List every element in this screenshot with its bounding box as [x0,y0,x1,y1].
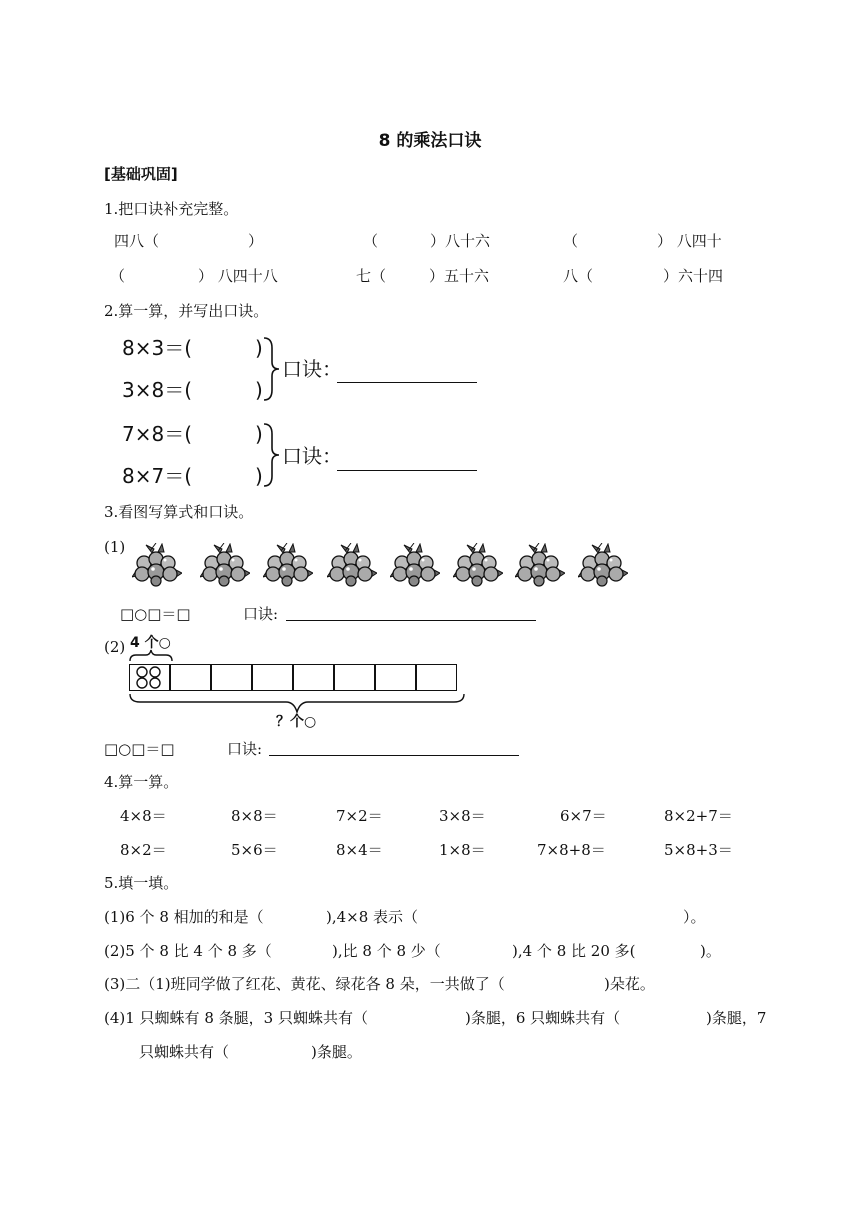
q2-eq1-close: ) [255,336,263,360]
berry-icon [515,543,565,587]
q2-eq4: 8×7＝( [122,464,193,488]
strip-cell [375,664,416,691]
berry-icon [200,543,250,587]
q5-l5-b: )条腿。 [311,1043,362,1061]
q2-eq3: 7×8＝( [122,422,193,446]
q5-l1-a: (1)6 个 8 相加的和是（ [104,908,264,926]
q5-l2-a: (2)5 个 8 比 4 个 8 多（ [104,942,272,960]
q3-p1-label: (1) [104,538,126,556]
section-heading: [基础巩固] [104,165,178,183]
q3-p2-koujue: 口诀: [227,740,263,758]
q1-r1-e: （ [563,232,579,250]
q1-r2-e: 八（ [563,267,594,285]
q4-heading: 4.算一算。 [104,773,179,791]
q4-r1-3: 7×2＝ [336,807,383,825]
q4-r2-6: 5×8+3＝ [664,841,733,859]
q1-r2-d: ）五十六 [429,267,490,285]
berry-icon [578,543,628,587]
q3-p2-top-brace [128,649,174,663]
q1-r2-c: 七（ [356,267,387,285]
q3-p2-bottom-label: ？个○ [276,714,317,730]
q3-p2-top-label: 4 个○ [130,635,171,651]
strip-cell [293,664,334,691]
q4-r1-1: 4×8＝ [120,807,167,825]
q3-p2-bottom-brace [128,692,468,714]
strip-cell [170,664,211,691]
q4-r1-2: 8×8＝ [231,807,278,825]
q5-l3-a: (3)二（1)班同学做了红花、黄花、绿花各 8 朵，一共做了（ [104,975,505,993]
strip-cell [252,664,293,691]
q1-r2-f: ）六十四 [663,267,724,285]
q4-r2-5: 7×8+8＝ [537,841,606,859]
q2-koujue-2-blank[interactable] [337,469,477,471]
q3-heading: 3.看图写算式和口诀。 [104,503,254,521]
q2-brace-2 [262,422,282,488]
q5-l5-a: 只蜘蛛共有（ [139,1043,230,1061]
q2-eq3-close: ) [255,422,263,446]
strip-cell [416,664,457,691]
q3-p1-koujue: 口诀: [243,605,279,623]
berry-icon [132,543,182,587]
q1-r1-a: 四八（ [114,232,160,250]
q3-p2-label: (2) [104,638,126,656]
strip-cell-filled [129,664,170,691]
q5-l2-c: ),4 个 8 比 20 多( [512,942,636,960]
q1-r1-c: （ [363,232,379,250]
berry-icon [390,543,440,587]
q2-koujue-2: 口诀： [282,444,342,468]
q4-r2-3: 8×4＝ [336,841,383,859]
q4-r1-5: 6×7＝ [560,807,607,825]
q1-r2-b: ） 八四十八 [198,267,278,285]
q2-eq2-close: ) [255,378,263,402]
q5-l2-d: )。 [700,942,721,960]
q4-r1-4: 3×8＝ [439,807,486,825]
page-title: 8 的乘法口诀 [378,131,482,151]
strip-cell [334,664,375,691]
q4-r2-4: 1×8＝ [439,841,486,859]
q5-l4-c: )条腿，7 [706,1009,767,1027]
q5-l1-c: ）。 [683,908,706,926]
q4-r2-2: 5×6＝ [231,841,278,859]
q1-r1-d: ）八十六 [430,232,491,250]
q3-p1-koujue-blank[interactable] [286,619,536,621]
q1-r1-f: ） 八四十 [657,232,722,250]
q2-eq1: 8×3＝( [122,336,193,360]
strip-cell [211,664,252,691]
q2-koujue-1: 口诀： [282,357,342,381]
q5-l4-a: (4)1 只蜘蛛有 8 条腿，3 只蜘蛛共有（ [104,1009,368,1027]
q5-l1-b: ),4×8 表示（ [326,908,419,926]
q2-heading: 2.算一算，并写出口诀。 [104,302,269,320]
berry-icon [453,543,503,587]
q3-p2-koujue-blank[interactable] [269,754,519,756]
berry-icon [327,543,377,587]
q1-heading: 1.把口诀补充完整。 [104,200,239,218]
q2-koujue-1-blank[interactable] [337,381,477,383]
q5-l3-b: )朵花。 [604,975,655,993]
q4-r1-6: 8×2+7＝ [664,807,733,825]
q4-r2-1: 8×2＝ [120,841,167,859]
q1-r2-a: （ [110,267,126,285]
q5-heading: 5.填一填。 [104,874,179,892]
q2-eq4-close: ) [255,464,263,488]
berry-icon [263,543,313,587]
q1-r1-b: ） [248,232,264,250]
q5-l2-b: ),比 8 个 8 少（ [332,942,441,960]
q5-l4-b: )条腿，6 只蜘蛛共有（ [465,1009,621,1027]
q2-brace-1 [262,336,282,402]
q3-p2-formula: □○□＝□ [104,740,175,758]
q3-p1-formula: □○□＝□ [120,605,191,623]
q2-eq2: 3×8＝( [122,378,193,402]
